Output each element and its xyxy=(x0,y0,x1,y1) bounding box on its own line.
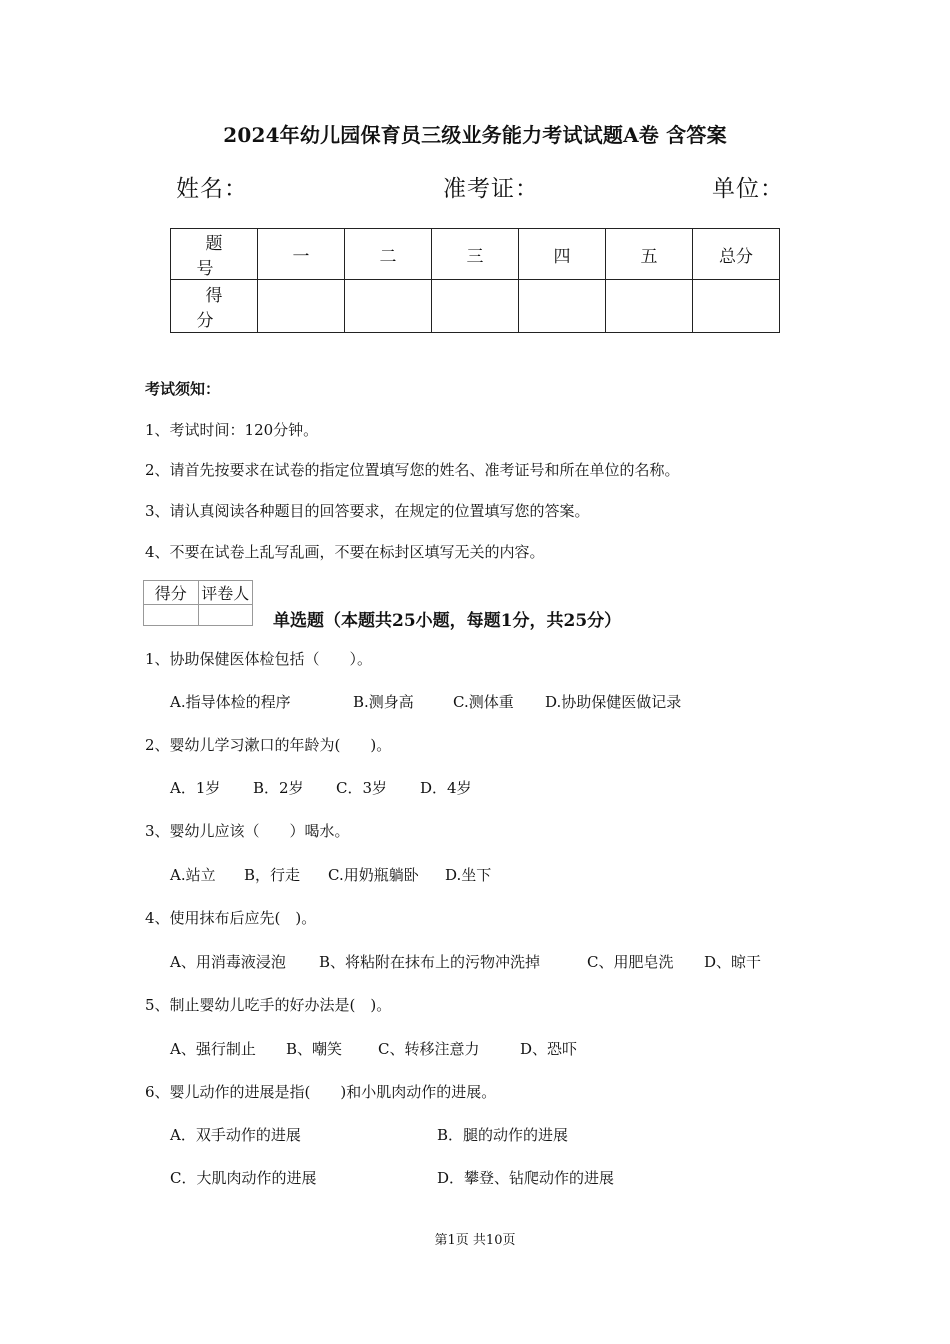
question-3-option-a[interactable]: A.站立 xyxy=(170,866,216,884)
question-6: 6、婴儿动作的进展是指( )和小肌肉动作的进展。 xyxy=(145,1083,497,1101)
score-table-score-row xyxy=(171,280,780,333)
question-4-option-b[interactable]: B、将粘附在抹布上的污物冲洗掉 xyxy=(319,953,541,971)
question-5-option-d[interactable]: D、恐吓 xyxy=(520,1040,578,1058)
question-2: 2、婴幼儿学习漱口的年龄为( )。 xyxy=(145,736,392,754)
question-1: 1、协助保健医体检包括（ ）。 xyxy=(145,650,373,668)
question-3-option-d[interactable]: D.坐下 xyxy=(445,866,492,884)
question-2-option-b[interactable]: B．2岁 xyxy=(253,779,304,797)
question-2-option-d[interactable]: D．4岁 xyxy=(420,779,472,797)
grader-score-label: 得分 xyxy=(144,581,199,605)
grader-reviewer-label: 评卷人 xyxy=(198,581,253,605)
question-2-option-c[interactable]: C．3岁 xyxy=(336,779,388,797)
page-title: 2024年幼儿园保育员三级业务能力考试试题A卷 含答案 xyxy=(223,123,727,147)
question-6-option-c[interactable]: C．大肌肉动作的进展 xyxy=(170,1169,317,1187)
notice-item: 4、不要在试卷上乱写乱画，不要在标封区填写无关的内容。 xyxy=(145,543,545,561)
grader-box xyxy=(143,580,253,626)
score-table xyxy=(170,228,780,333)
grader-score-cell[interactable] xyxy=(144,605,199,626)
question-1-option-d[interactable]: D.协助保健医做记录 xyxy=(545,693,682,711)
question-6-option-b[interactable]: B．腿的动作的进展 xyxy=(437,1126,569,1144)
score-table-score-label: 得分 xyxy=(171,280,258,333)
question-1-option-c[interactable]: C.测体重 xyxy=(453,693,514,711)
score-table-col-5: 五 xyxy=(606,229,693,280)
question-3-option-c[interactable]: C.用奶瓶躺卧 xyxy=(328,866,419,884)
unit-field-label: 单位： xyxy=(712,176,784,202)
score-cell[interactable] xyxy=(345,280,432,333)
score-table-col-3: 三 xyxy=(432,229,519,280)
question-6-option-d[interactable]: D．攀登、钻爬动作的进展 xyxy=(437,1169,615,1187)
score-cell[interactable] xyxy=(432,280,519,333)
score-table-header-row xyxy=(171,229,780,280)
page-number: 第1页 共10页 xyxy=(434,1233,516,1248)
score-table-col-total: 总分 xyxy=(693,229,780,280)
score-cell-total[interactable] xyxy=(693,280,780,333)
score-table-header-label: 题号 xyxy=(171,229,258,280)
question-3-option-b[interactable]: B，行走 xyxy=(244,866,301,884)
grader-reviewer-cell[interactable] xyxy=(198,605,253,626)
notice-title: 考试须知： xyxy=(145,380,221,398)
question-4-option-a[interactable]: A、用消毒液浸泡 xyxy=(170,953,286,971)
question-4: 4、使用抹布后应先( )。 xyxy=(145,909,317,927)
score-table-col-4: 四 xyxy=(519,229,606,280)
score-cell[interactable] xyxy=(519,280,606,333)
question-1-option-a[interactable]: A.指导体检的程序 xyxy=(170,693,291,711)
score-table-col-2: 二 xyxy=(345,229,432,280)
notice-item: 1、考试时间：120分钟。 xyxy=(145,421,319,439)
exam-id-field-label: 准考证： xyxy=(443,176,539,202)
score-cell[interactable] xyxy=(258,280,345,333)
question-4-option-d[interactable]: D、晾干 xyxy=(704,953,762,971)
section-title: 单选题（本题共25小题，每题1分，共25分） xyxy=(273,611,622,631)
question-5: 5、制止婴幼儿吃手的好办法是( )。 xyxy=(145,996,392,1014)
notice-item: 3、请认真阅读各种题目的回答要求，在规定的位置填写您的答案。 xyxy=(145,502,590,520)
score-cell[interactable] xyxy=(606,280,693,333)
question-2-option-a[interactable]: A．1岁 xyxy=(170,779,221,797)
question-6-option-a[interactable]: A．双手动作的进展 xyxy=(170,1126,301,1144)
question-1-option-b[interactable]: B.测身高 xyxy=(353,693,414,711)
question-4-option-c[interactable]: C、用肥皂洗 xyxy=(587,953,674,971)
question-5-option-c[interactable]: C、转移注意力 xyxy=(378,1040,480,1058)
question-5-option-a[interactable]: A、强行制止 xyxy=(170,1040,256,1058)
name-field-label: 姓名： xyxy=(176,176,248,202)
question-3: 3、婴幼儿应该（ ）喝水。 xyxy=(145,822,350,840)
notice-item: 2、请首先按要求在试卷的指定位置填写您的姓名、准考证号和所在单位的名称。 xyxy=(145,461,680,479)
score-table-col-1: 一 xyxy=(258,229,345,280)
question-5-option-b[interactable]: B、嘲笑 xyxy=(286,1040,343,1058)
